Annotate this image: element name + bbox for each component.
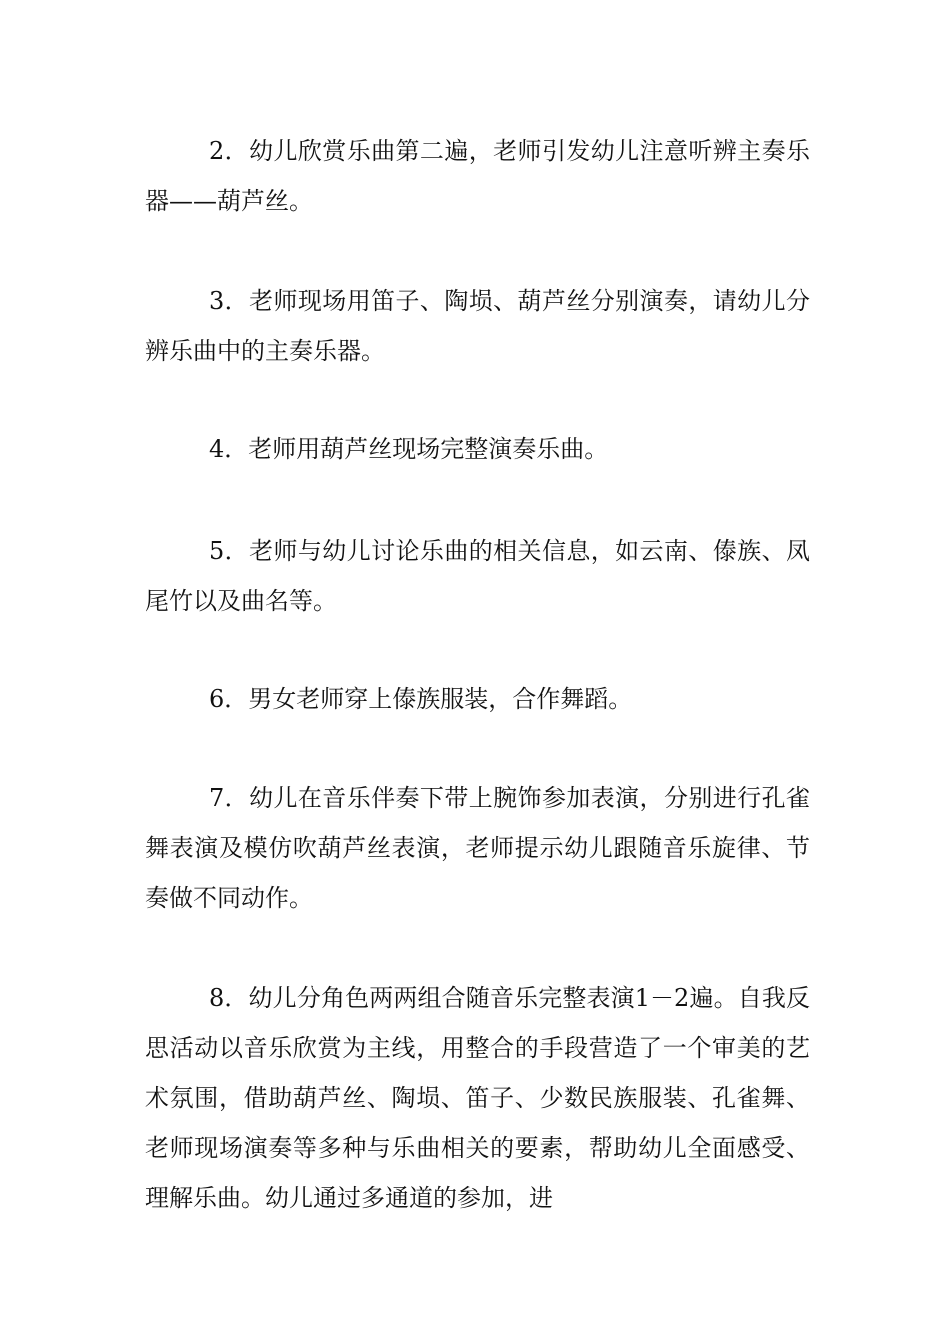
paragraph-step-6: 6．男女老师穿上傣族服装，合作舞蹈。 bbox=[209, 685, 633, 713]
paragraph-step-3: 3．老师现场用笛子、陶埙、葫芦丝分别演奏，请幼儿分辨乐曲中的主奏乐器。 bbox=[145, 287, 810, 365]
paragraph-step-2: 2．幼儿欣赏乐曲第二遍，老师引发幼儿注意听辨主奏乐器——葫芦丝。 bbox=[145, 137, 810, 215]
paragraph-step-8-reflection: 8．幼儿分角色两两组合随音乐完整表演1－2遍。自我反思活动以音乐欣赏为主线，用整合的手段营造了一个审美的艺术氛围，借助葫芦丝、陶埙、笛子、少数民族服装、孔雀舞、老师现场演奏等多种与乐曲相关的要素，帮助幼儿全面感受、理解乐曲。幼儿通过多通道的参加，进 bbox=[145, 984, 810, 1212]
paragraph-step-7: 7．幼儿在音乐伴奏下带上腕饰参加表演，分别进行孔雀舞表演及模仿吹葫芦丝表演，老师提示幼儿跟随音乐旋律、节奏做不同动作。 bbox=[145, 784, 810, 912]
paragraph-step-4: 4．老师用葫芦丝现场完整演奏乐曲。 bbox=[209, 435, 609, 463]
paragraph-step-5: 5．老师与幼儿讨论乐曲的相关信息，如云南、傣族、凤尾竹以及曲名等。 bbox=[145, 537, 810, 615]
